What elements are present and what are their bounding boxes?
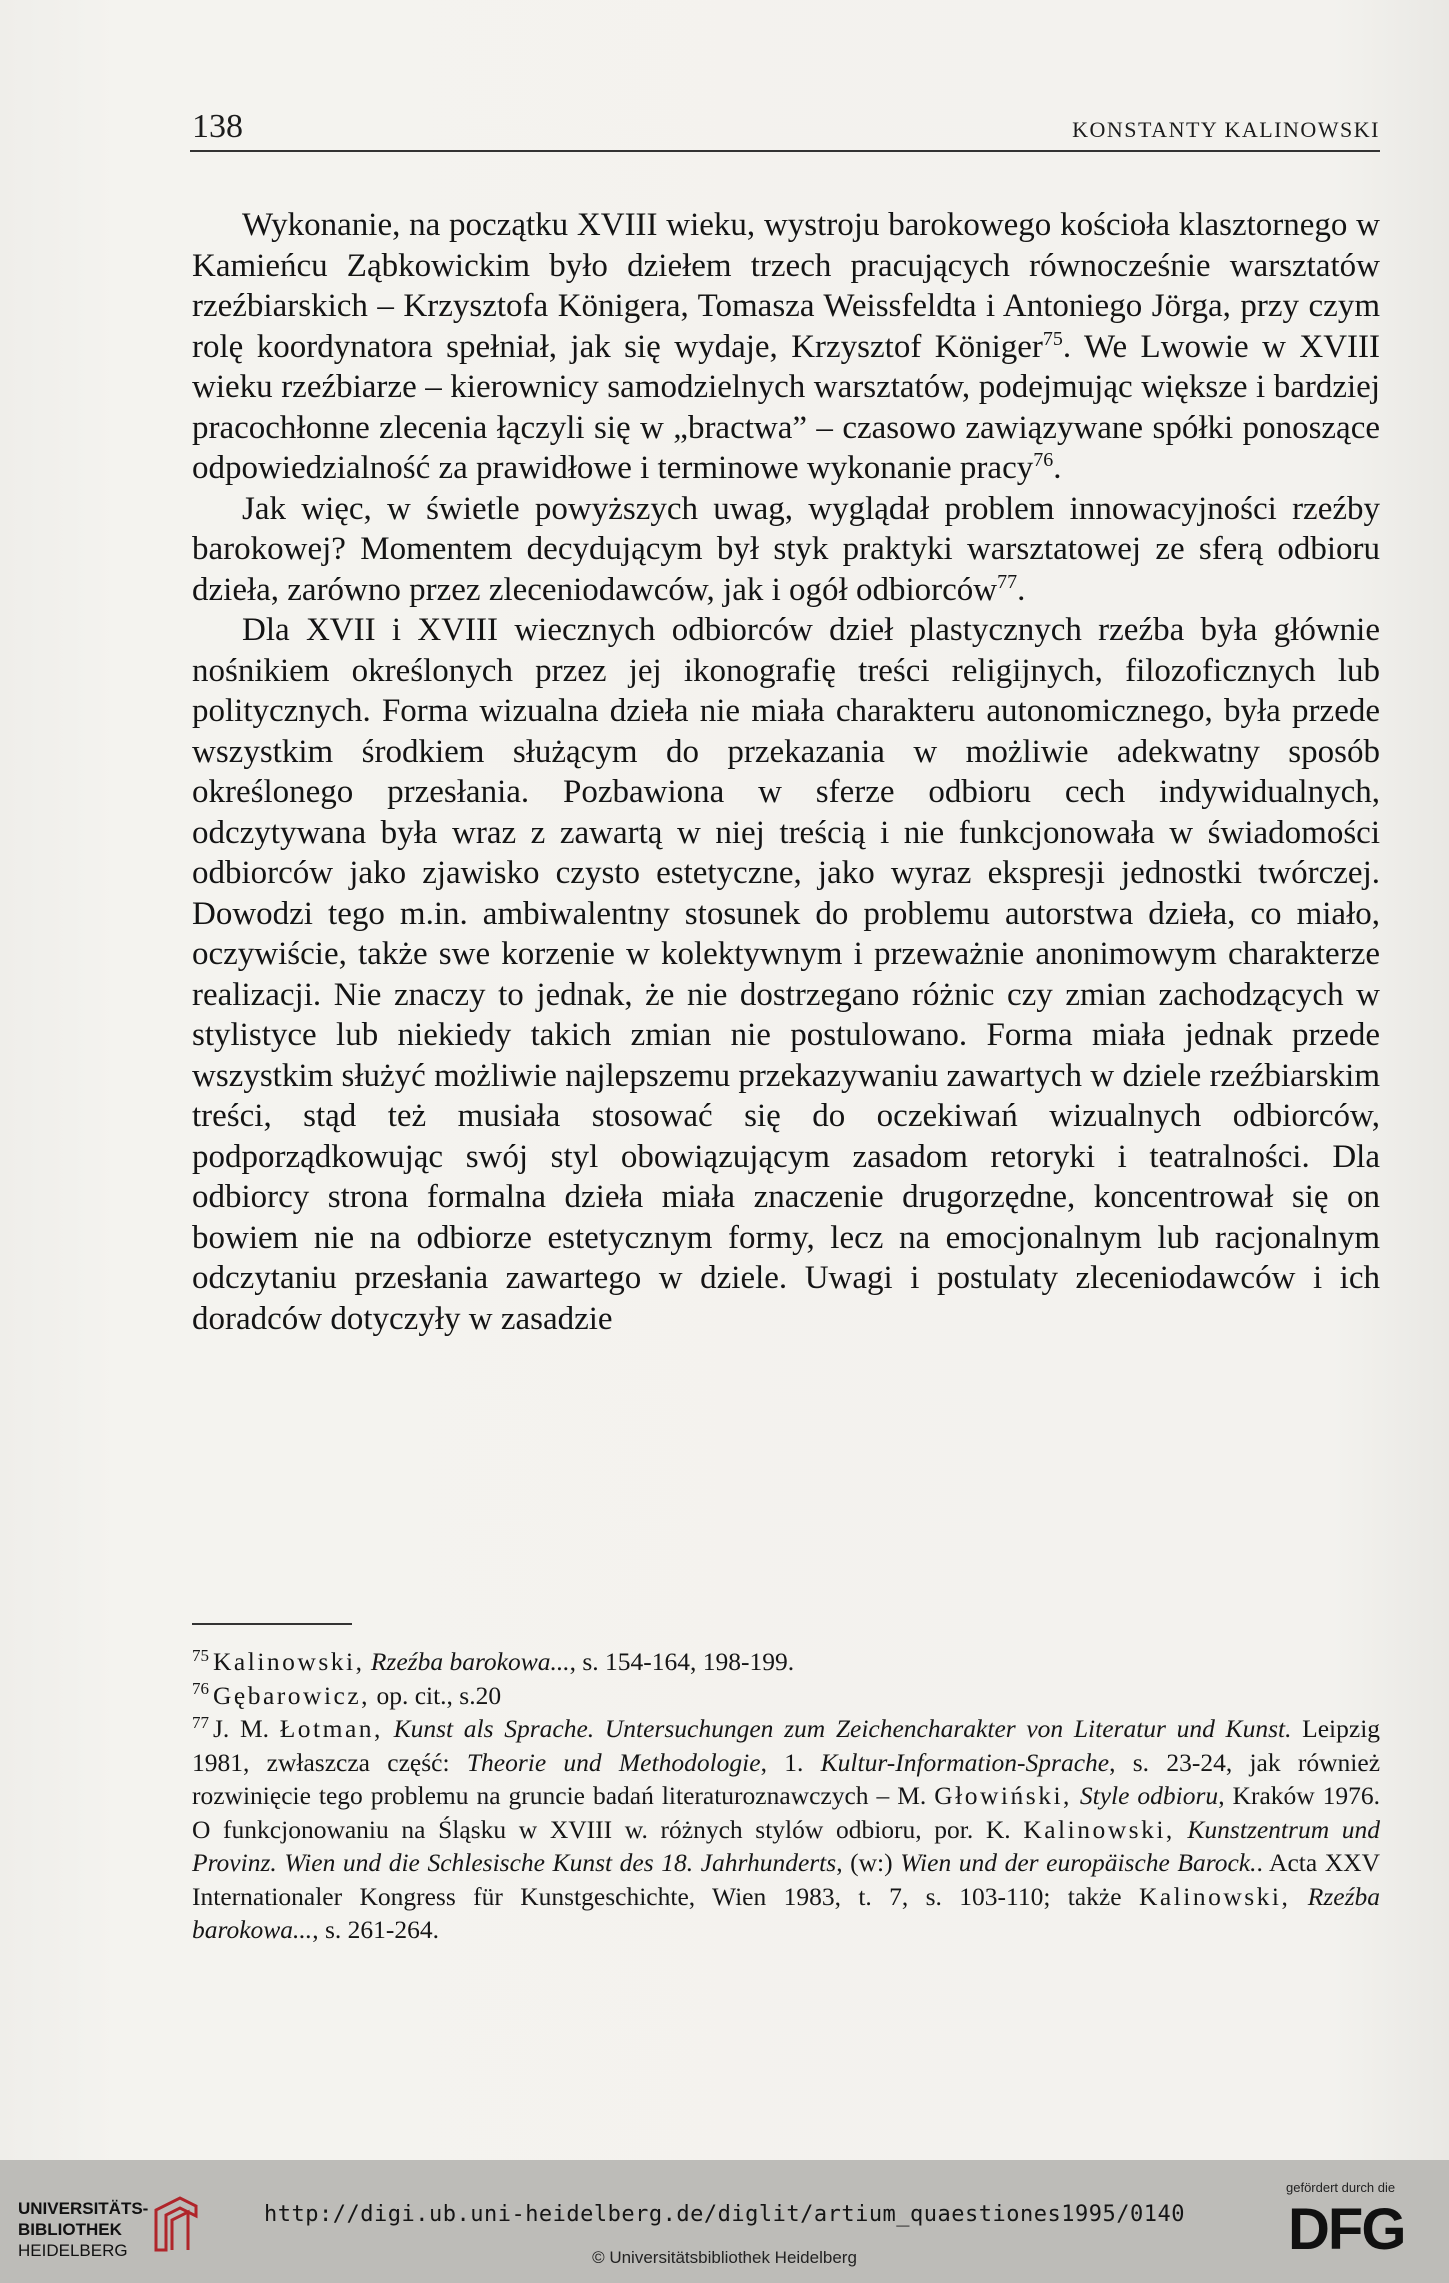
footnote-text: , (w:) <box>836 1848 893 1877</box>
footnote-author: Głowiński, <box>934 1781 1072 1810</box>
footnote-text: Leipzig 1981, zwłaszcza część: <box>192 1714 1381 1777</box>
permalink-url[interactable]: http://digi.ub.uni-heidelberg.de/diglit/artium_quaestiones1995/0140 <box>264 2202 1185 2227</box>
paragraph-text: . We Lwowie w XVIII wieku rzeźbiarze – kierownicy samodzielnych warsztatów, podejmując większe i bardziej pracochłonne zlecenia łączyli się w „bractwa” – czasowo zawiązywane spółki ponoszące odpowiedzialność za prawidłowe i terminowe wykonanie pracy <box>192 328 1380 486</box>
footnotes <box>192 1645 1380 1947</box>
footnote-text: J. M. <box>213 1714 270 1743</box>
footnote-76 <box>192 1679 1380 1713</box>
footnote-number: 76 <box>192 1679 209 1698</box>
header-rule <box>190 150 1380 152</box>
funding-note: gefördert durch die <box>1286 2180 1396 2195</box>
running-head-author: KONSTANTY KALINOWSKI <box>1072 117 1380 142</box>
footnote-ref-75[interactable]: 75 <box>1042 327 1063 350</box>
running-head <box>192 108 1380 146</box>
footnote-title: Kunstzentrum und Provinz. Wien und die Schlesische Kunst des 18. Jahrhunderts <box>192 1814 1380 1877</box>
footnote-rule <box>192 1623 352 1625</box>
footnote-title: Rzeźba barokowa... <box>192 1881 1380 1944</box>
paragraph-text: . <box>1017 571 1026 608</box>
paragraph-2 <box>192 489 1380 611</box>
footnote-text: , 1. <box>760 1747 804 1777</box>
footnote-title: Theorie und Methodologie <box>466 1747 761 1777</box>
library-name-line: BIBLIOTHEK <box>18 2220 122 2239</box>
paragraph-text: . <box>1053 450 1062 486</box>
footnote-number: 75 <box>192 1645 209 1665</box>
footnote-75 <box>192 1645 1380 1679</box>
footnote-author: Łotman, <box>279 1714 383 1743</box>
library-name-line: HEIDELBERG <box>18 2241 128 2260</box>
page-number: 138 <box>192 108 243 145</box>
footnote-author: Gębarowicz, <box>213 1680 371 1710</box>
paragraph-3: Dla XVII i XVIII wiecznych odbiorców dzieł plastycznych rzeźba była głównie nośnikiem określonych przez jej ikonografię treści religijnych, filozoficznych lub politycznych. Forma wizualna dzieła nie miała charakteru autonomicznego, była przede wszystkim środkiem służącym do przekazania w możliwie adekwatny sposób określonego przesłania. Pozbawiona w sferze odbioru cech indywidualnych, odczytywana była wraz z zawartą w niej treścią i nie funkcjonowała w świadomości odbiorców jako zjawisko czysto estetyczne, jako wyraz ekspresji jednostki twórczej. Dowodzi tego m.in. ambiwalentny stosunek do problemu autorstwa dzieła, co miało, oczywiście, także swe korzenie w kolektywnym i przeważnie anonimowym charakterze realizacji. Nie znaczy to jednak, że nie dostrzegano różnic czy zmian zachodzących w stylistyce lub niekiedy takich zmian nie postulowano. Forma miała jednak przede wszystkim służyć możliwie najlepszemu przekazywaniu zawartych w dziele rzeźbiarskim treści, stąd też musiała stosować się do oczekiwań wizualnych odbiorców, podporządkowując swój styl obowiązującym zasadom retoryki i teatralności. Dla odbiorcy strona formalna dzieła miała znaczenie drugorzędne, koncentrował się on bowiem nie na odbiorze estetycznym formy, lecz na emocjonalnym lub racjonalnym odczytaniu przesłania zawartego w dziele. Uwagi i postulaty zleceniodawców i ich doradców dotyczyły w zasadzie <box>192 612 1380 1337</box>
footnote-text: , s. 23-24, jak również rozwinięcie tego problemu na gruncie badań literaturoznawczych – M. <box>192 1747 1381 1810</box>
footnote-title: Style odbioru <box>1079 1781 1219 1810</box>
footnote-title: Rzeźba barokowa... <box>370 1647 570 1676</box>
footnote-text: , s. 154-164, 198-199. <box>569 1647 795 1676</box>
footnote-author: Kalinowski, <box>1138 1881 1291 1911</box>
library-name-line: UNIVERSITÄTS- <box>18 2199 149 2218</box>
footnote-number: 77 <box>192 1712 209 1732</box>
footnote-ref-76[interactable]: 76 <box>1033 449 1054 471</box>
footnote-title: Kultur-Information-Sprache <box>820 1747 1110 1777</box>
footnote-text: . Acta XXV Internationaler Kongress für Kunstgeschichte, Wien 1983, t. 7, s. 103-110; także <box>192 1848 1380 1911</box>
footnote-text: , s. 261-264. <box>312 1915 439 1944</box>
footnote-ref-77[interactable]: 77 <box>997 570 1018 593</box>
footnote-author: Kalinowski, <box>1023 1814 1175 1844</box>
footnote-author: Kalinowski, <box>213 1647 365 1676</box>
body-text <box>192 205 1380 1339</box>
paragraph-text: Jak więc, w świetle powyższych uwag, wyglądał problem innowacyjności rzeźby barokowej? Momentem decydującym był styk praktyki warsztatowej ze sferą odbioru dzieła, zarówno przez zleceniodawców, jak i ogół odbiorców <box>192 490 1380 608</box>
footnote-title: Wien und der europäische Barock. <box>900 1848 1257 1877</box>
viewer-footer <box>0 2160 1449 2283</box>
footnote-77 <box>192 1712 1380 1947</box>
footnote-title: Kunst als Sprache. Untersuchungen zum Zeichencharakter von Literatur und Kunst. <box>393 1714 1292 1743</box>
dfg-logo[interactable]: DFG <box>1288 2197 1405 2262</box>
footnote-text: op. cit., s.20 <box>376 1680 502 1710</box>
footnote-text: , Kraków 1976. O funkcjonowaniu na Śląsku w XVIII w. różnych stylów odbioru, por. K. <box>192 1781 1381 1844</box>
paragraph-text: Wykonanie, na początku XVIII wieku, wystroju barokowego kościoła klasztornego w Kamieńcu Ząbkowickim było dziełem trzech pracujących równocześnie warsztatów rzeźbiarskich – Krzysztofa Königera, Tomasza Weissfeldta i Antoniego Jörga, przy czym rolę koordynatora spełniał, jak się wydaje, Krzysztof Königer <box>192 207 1380 365</box>
paragraph-1 <box>192 205 1380 489</box>
copyright-notice: © Universitätsbibliothek Heidelberg <box>592 2248 857 2267</box>
